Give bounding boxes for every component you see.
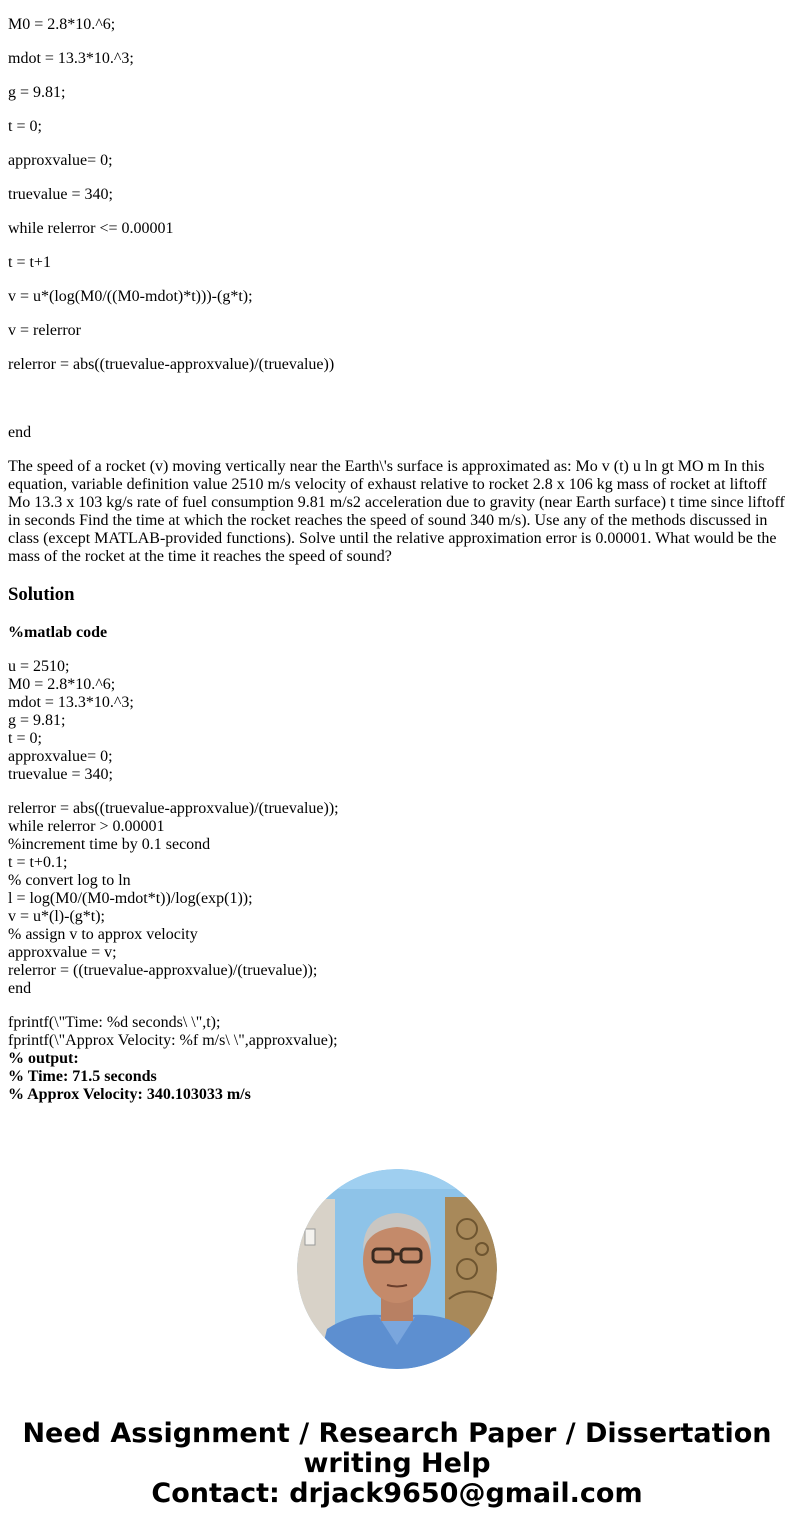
code-line: % output: [8, 1050, 79, 1067]
code-line: t = t+0.1; [8, 854, 68, 871]
code-line: truevalue = 340; [8, 186, 113, 203]
code-line: relerror = ((truevalue-approxvalue)/(truevalue)); [8, 962, 318, 979]
author-photo-icon [297, 1169, 497, 1369]
code-line: % convert log to ln [8, 872, 131, 889]
code-line [8, 390, 786, 408]
code-block-loop [8, 800, 786, 998]
code-line: mdot = 13.3*10.^3; [8, 694, 134, 711]
code-line: t = 0; [8, 118, 42, 135]
code-line: while relerror <= 0.00001 [8, 220, 174, 237]
code-line: g = 9.81; [8, 712, 66, 729]
code-line: end [8, 980, 32, 997]
code-block-output [8, 1014, 786, 1104]
code-line: M0 = 2.8*10.^6; [8, 16, 116, 33]
code-line: v = u*(log(M0/((M0-mdot)*t)))-(g*t); [8, 288, 253, 305]
code-line: % Approx Velocity: 340.103033 m/s [8, 1086, 251, 1103]
code-line: t = 0; [8, 730, 42, 747]
code-line: v = u*(l)-(g*t); [8, 908, 105, 925]
code-line: % Time: 71.5 seconds [8, 1068, 157, 1085]
promo-banner [0, 1419, 794, 1509]
code-line: approxvalue= 0; [8, 748, 113, 765]
code-line: v = relerror [8, 322, 81, 339]
code-line: approxvalue = v; [8, 944, 117, 961]
problem-statement: The speed of a rocket (v) moving vertically near the Earth\'s surface is approximated as: Mo v (t) u ln gt MO m In this equation, variable definition value 2510 m/s velocity of exhaust relative to rocket 2.8 x 106 kg mass of rocket at liftoff Mo 13.3 x 103 kg/s rate of fuel consumption 9.81 m/s2 acceleration due to gravity (near Earth surface) t time since liftoff in seconds Find the time at which the rocket reaches the speed of sound 340 m/s). Use any of the methods discussed in class (except MATLAB-provided functions). Solve until the relative approximation error is 0.00001. What would be the mass of the rocket at the time it reaches the speed of sound? [8, 458, 785, 565]
code-line: approxvalue= 0; [8, 152, 113, 169]
code-line: M0 = 2.8*10.^6; [8, 676, 116, 693]
code-line: fprintf(\"Approx Velocity: %f m/s\ \",approxvalue); [8, 1032, 338, 1049]
code-line: relerror = abs((truevalue-approxvalue)/(truevalue)); [8, 800, 339, 817]
code-line: u = 2510; [8, 658, 70, 675]
code-label: %matlab code [8, 624, 108, 641]
code-line: mdot = 13.3*10.^3; [8, 50, 134, 67]
code-block-variables [8, 658, 786, 784]
promo-contact: Contact: drjack9650@gmail.com [151, 1478, 643, 1509]
code-line: end [8, 424, 32, 441]
code-line: g = 9.81; [8, 84, 66, 101]
promo-line-1: Need Assignment / Research Paper / Dissertation [22, 1418, 772, 1449]
code-line: % assign v to approx velocity [8, 926, 198, 943]
author-avatar [297, 1169, 497, 1369]
code-line: %increment time by 0.1 second [8, 836, 211, 853]
document-body [0, 16, 794, 1104]
solution-heading: Solution [8, 584, 75, 605]
code-line: fprintf(\"Time: %d seconds\ \",t); [8, 1014, 221, 1031]
promo-line-2: writing Help [303, 1448, 491, 1479]
question-code [8, 16, 786, 442]
code-line: while relerror > 0.00001 [8, 818, 165, 835]
code-line: relerror = abs((truevalue-approxvalue)/(truevalue)) [8, 356, 335, 373]
code-line: l = log(M0/(M0-mdot*t))/log(exp(1)); [8, 890, 253, 907]
code-line: truevalue = 340; [8, 766, 113, 783]
code-line: t = t+1 [8, 254, 51, 271]
